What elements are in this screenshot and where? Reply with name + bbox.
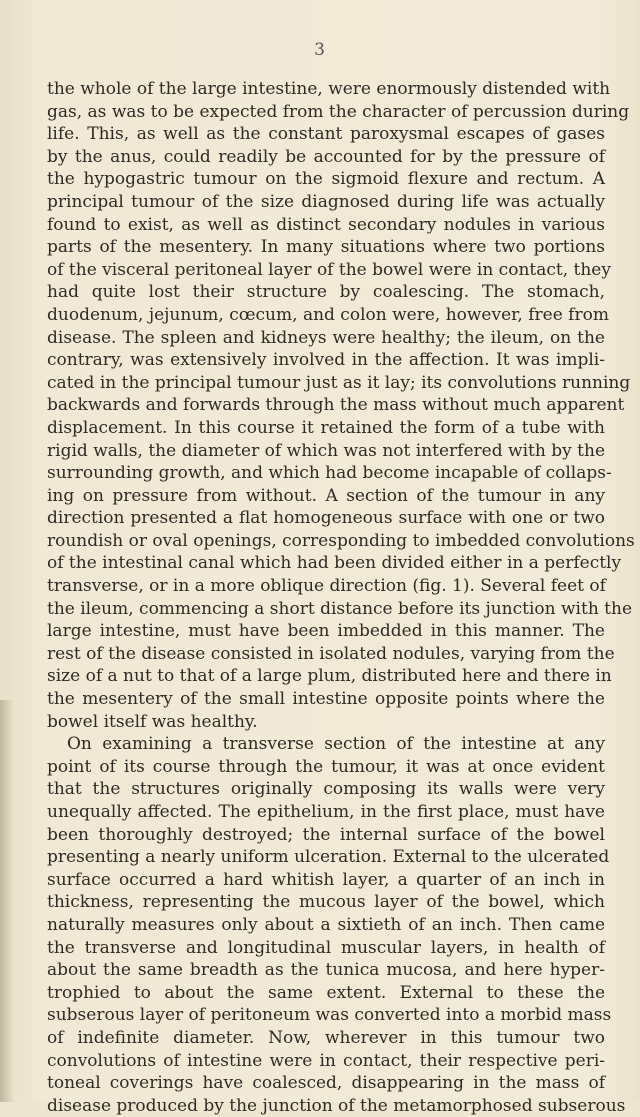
- text-line: the ileum, commencing a short distance before its junction with the: [47, 598, 633, 619]
- text-line: direction presented a flat homogeneous surface with one or two: [47, 508, 605, 529]
- text-line: gas, as was to be expected from the character of percussion during: [47, 101, 630, 122]
- text-line: roundish or oval openings, corresponding to imbedded convolutions: [47, 530, 635, 551]
- text-line: rigid walls, the diameter of which was not interfered with by the: [47, 440, 605, 461]
- text-line: life. This, as well as the constant paroxysmal escapes of gases: [47, 124, 605, 145]
- text-line: the mesentery of the small intestine opposite points where the: [47, 689, 605, 710]
- text-line: bowel itself was healthy.: [47, 711, 258, 732]
- text-line: On examining a transverse section of the intestine at any: [67, 734, 605, 755]
- text-line: ing on pressure from without. A section of the tumour in any: [47, 485, 605, 506]
- text-line: contrary, was extensively involved in the affection. It was impli-: [47, 350, 605, 371]
- text-line: the whole of the large intestine, were enormously distended with: [47, 79, 611, 99]
- text-line: about the same breadth as the tunica mucosa, and here hyper-: [47, 960, 605, 981]
- binding-shadow: [0, 700, 14, 1102]
- text-line: of the visceral peritoneal layer of the bowel were in contact, they: [47, 259, 611, 280]
- text-line: duodenum, jejunum, cœcum, and colon were, however, free from: [47, 304, 609, 325]
- text-line: cated in the principal tumour just as it lay; its convolutions running: [47, 372, 631, 393]
- text-line: disease produced by the junction of the metamorphosed subserous: [47, 1095, 626, 1116]
- text-line: rest of the disease consisted in isolated nodules, varying from the: [47, 643, 615, 664]
- text-line: displacement. In this course it retained the form of a tube with: [47, 417, 605, 438]
- text-line: point of its course through the tumour, it was at once evident: [47, 756, 605, 777]
- text-line: surrounding growth, and which had become incapable of collaps-: [47, 463, 612, 484]
- text-line: by the anus, could readily be accounted for by the pressure of: [47, 146, 605, 167]
- text-line: of the intestinal canal which had been divided either in a perfectly: [47, 553, 622, 574]
- text-line: transverse, or in a more oblique direction (fig. 1). Several feet of: [47, 576, 606, 597]
- text-line: size of a nut to that of a large plum, distributed here and there in: [47, 666, 612, 687]
- text-line: unequally affected. The epithelium, in the first place, must have: [47, 802, 605, 822]
- text-line: parts of the mesentery. In many situations where two portions: [47, 237, 605, 258]
- text-line: convolutions of intestine were in contact, their respective peri-: [47, 1050, 605, 1071]
- page-number: 3: [314, 40, 326, 60]
- text-line: large intestine, must have been imbedded in this manner. The: [47, 621, 605, 642]
- text-line: subserous layer of peritoneum was converted into a morbid mass: [47, 1005, 612, 1026]
- text-line: been thoroughly destroyed; the internal surface of the bowel: [47, 824, 605, 845]
- paragraph-1: [47, 78, 635, 733]
- text-line: of indefinite diameter. Now, wherever in this tumour two: [47, 1027, 605, 1048]
- text-line: trophied to about the same extent. External to these the: [47, 982, 605, 1003]
- text-line: the transverse and longitudinal muscular layers, in health of: [47, 937, 605, 958]
- text-line: thickness, representing the mucous layer of the bowel, which: [47, 892, 605, 913]
- text-line: presenting a nearly uniform ulceration. External to the ulcerated: [47, 847, 610, 868]
- text-line: surface occurred a hard whitish layer, a quarter of an inch in: [47, 869, 605, 890]
- text-line: backwards and forwards through the mass without much apparent: [47, 395, 625, 416]
- text-line: naturally measures only about a sixtieth of an inch. Then came: [47, 914, 605, 935]
- text-line: disease. The spleen and kidneys were healthy; the ileum, on the: [47, 327, 605, 348]
- text-line: principal tumour of the size diagnosed during life was actually: [47, 191, 605, 212]
- text-line: the hypogastric tumour on the sigmoid flexure and rectum. A: [47, 169, 605, 190]
- paragraph-2: [47, 733, 626, 1117]
- text-line: had quite lost their structure by coalescing. The stomach,: [47, 282, 605, 303]
- text-line: toneal coverings have coalesced, disappearing in the mass of: [47, 1073, 605, 1094]
- text-line: that the structures originally composing its walls were very: [47, 779, 605, 800]
- text-line: found to exist, as well as distinct secondary nodules in various: [47, 214, 605, 235]
- body-text: [47, 78, 635, 1117]
